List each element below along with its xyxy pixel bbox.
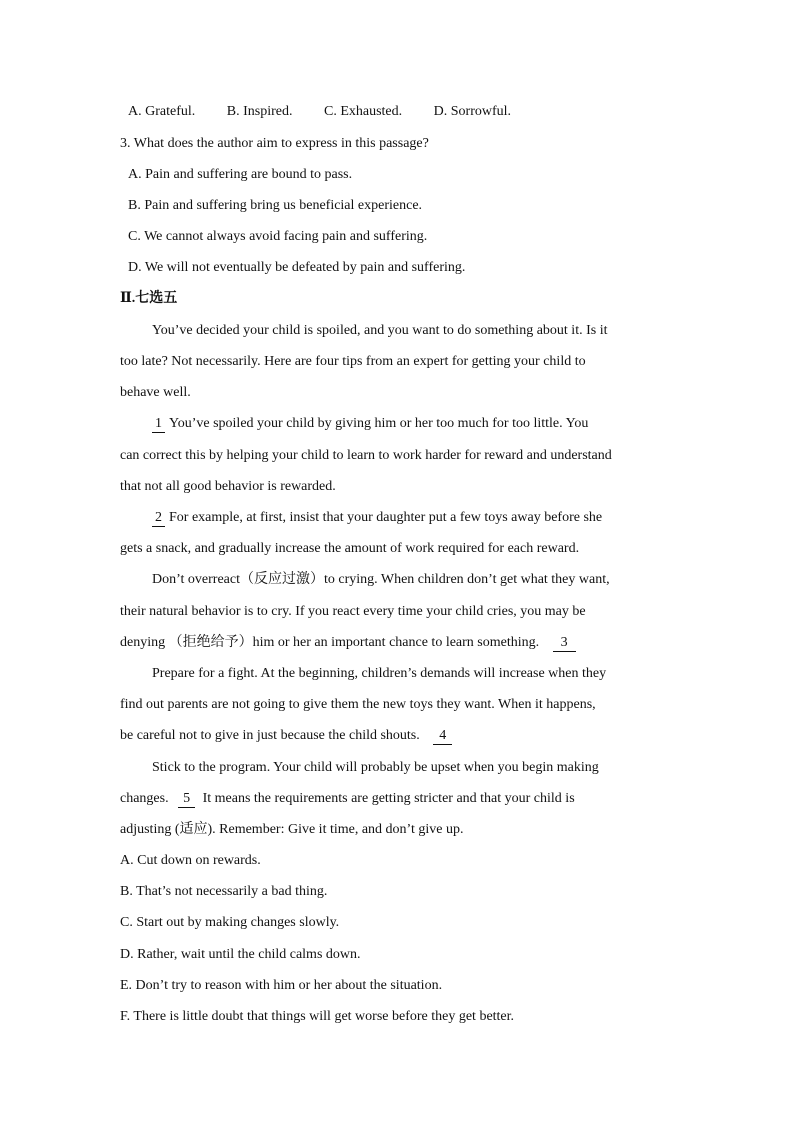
para2-line2: can correct this by helping your child to learn to work harder for reward and understand — [120, 448, 612, 463]
q2-options — [128, 102, 684, 122]
choice-d: D. Rather, wait until the child calms down. — [120, 947, 361, 962]
q2-option-d: D. Sorrowful. — [433, 104, 512, 119]
para2-line1 — [152, 414, 676, 434]
q3-option-a: A. Pain and suffering are bound to pass. — [128, 167, 353, 182]
para4-line1: Don’t overreact（反应过激）to crying. When children don’t get what they want, — [152, 572, 610, 587]
para4-line3 — [120, 633, 676, 653]
para1-line3: behave well. — [120, 385, 191, 400]
q2-option-b: B. Inspired. — [226, 104, 293, 119]
para5-line1: Prepare for a fight. At the beginning, children’s demands will increase when they — [152, 666, 607, 681]
para3-line1 — [152, 508, 676, 528]
para2-line3: that not all good behavior is rewarded. — [120, 479, 336, 494]
blank-2[interactable]: 2 — [152, 510, 165, 527]
q3-option-c: C. We cannot always avoid facing pain and suffering. — [128, 229, 428, 244]
choice-b: B. That’s not necessarily a bad thing. — [120, 884, 328, 899]
para3-line1-text: For example, at first, insist that your daughter put a few toys away before she — [169, 510, 603, 525]
blank-5[interactable]: 5 — [178, 791, 195, 808]
para6-line1: Stick to the program. Your child will probably be upset when you begin making — [152, 760, 599, 775]
para5-line3 — [120, 726, 676, 746]
q3-stem: 3. What does the author aim to express in this passage? — [120, 136, 429, 151]
q3-option-b: B. Pain and suffering bring us beneficial experience. — [128, 198, 423, 213]
para6-line3: adjusting (适应). Remember: Give it time, and don’t give up. — [120, 822, 464, 837]
para5-line3-text: be careful not to give in just because the child shouts. — [120, 728, 420, 743]
para1-line1: You’ve decided your child is spoiled, and you want to do something about it. Is it — [152, 323, 608, 338]
q2-option-c: C. Exhausted. — [323, 104, 403, 119]
para4-line3-text: denying （拒绝给予）him or her an important chance to learn something. — [120, 635, 540, 650]
para5-line2: find out parents are not going to give them the new toys they want. When it happens, — [120, 697, 596, 712]
q3-option-d: D. We will not eventually be defeated by pain and suffering. — [128, 260, 466, 275]
blank-1[interactable]: 1 — [152, 416, 165, 433]
blank-3[interactable]: 3 — [553, 635, 576, 652]
para6-line2-pre: changes. — [120, 791, 169, 806]
choice-a: A. Cut down on rewards. — [120, 853, 261, 868]
choice-c: C. Start out by making changes slowly. — [120, 915, 340, 930]
blank-4[interactable]: 4 — [433, 728, 452, 745]
para2-line1-text: You’ve spoiled your child by giving him or her too much for too little. You — [169, 416, 589, 431]
section-heading: Ⅱ.七选五 — [120, 291, 178, 306]
para4-line2: their natural behavior is to cry. If you react every time your child cries, you may be — [120, 604, 586, 619]
para3-line2: gets a snack, and gradually increase the amount of work required for each reward. — [120, 541, 580, 556]
q2-option-a: A. Grateful. — [128, 104, 196, 119]
para6-line2-post: It means the requirements are getting stricter and that your child is — [202, 791, 575, 806]
choice-f: F. There is little doubt that things will get worse before they get better. — [120, 1009, 515, 1024]
para1-line2: too late? Not necessarily. Here are four tips from an expert for getting your child to — [120, 354, 586, 369]
choice-e: E. Don’t try to reason with him or her about the situation. — [120, 978, 443, 993]
para6-line2 — [120, 789, 676, 809]
